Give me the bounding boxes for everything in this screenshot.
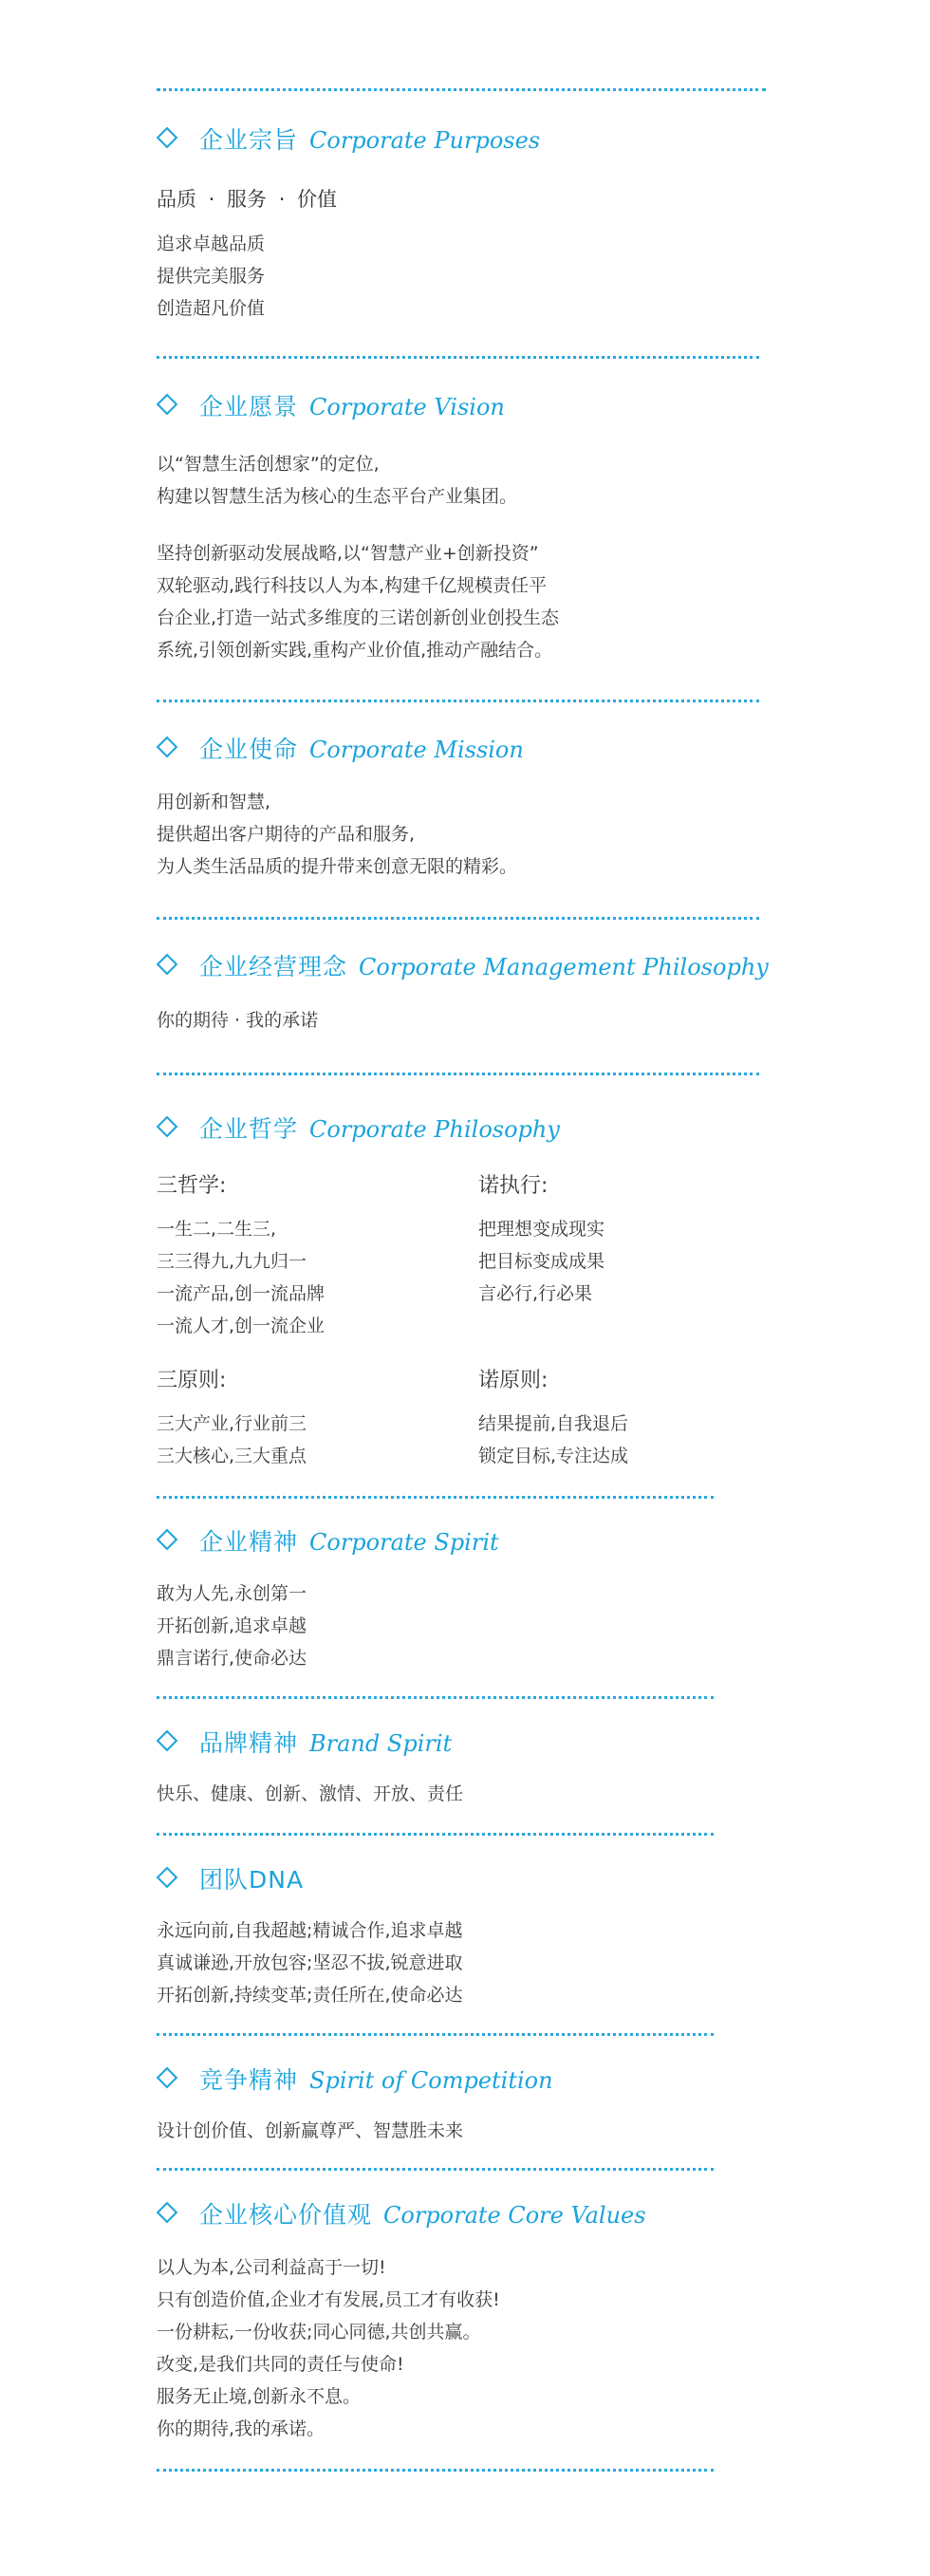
- section-title: [157, 1523, 499, 1556]
- section-title: [157, 1111, 560, 1143]
- title-en: Corporate Purposes: [309, 127, 541, 154]
- san-zhexue-lines: [157, 1213, 325, 1342]
- section-title: [157, 1861, 304, 1894]
- diamond-icon: [157, 737, 178, 758]
- text-line: 三三得九,九九归一: [157, 1251, 307, 1272]
- text-line: 一生二,二生三,: [157, 1219, 277, 1240]
- diamond-icon: [157, 1730, 178, 1752]
- divider: [157, 917, 759, 920]
- text-line: 提供完美服务: [157, 266, 266, 287]
- diamond-icon: [157, 1116, 178, 1138]
- divider: [157, 2033, 714, 2036]
- section-title: [157, 121, 540, 154]
- title-cn: 竞争精神: [199, 2066, 299, 2094]
- section-mission: [157, 731, 524, 763]
- nuo-zhixing-lines: [478, 1213, 604, 1310]
- section-competition: [157, 2062, 553, 2094]
- text-line: 改变,是我们共同的责任与使命!: [157, 2354, 404, 2375]
- title-en: Brand Spirit: [309, 1730, 453, 1757]
- title-cn: 企业使命: [199, 736, 299, 763]
- diamond-icon: [157, 2202, 178, 2224]
- diamond-icon: [157, 394, 178, 416]
- nuo-yuanze-heading: 诺原则:: [478, 1369, 549, 1392]
- text-line: 以人为本,公司利益高于一切!: [157, 2257, 386, 2278]
- title-en: Corporate Philosophy: [309, 1116, 560, 1143]
- divider: [157, 1496, 714, 1499]
- title-cn: 企业愿景: [199, 393, 299, 420]
- divider: [157, 1833, 714, 1836]
- divider: [157, 88, 766, 91]
- text-line: 坚持创新驱动发展战略,以“智慧产业+创新投资”: [157, 543, 539, 564]
- nuo-zhixing-heading: 诺执行:: [478, 1174, 549, 1198]
- diamond-icon: [157, 1867, 178, 1889]
- text-line: 把目标变成成果: [478, 1251, 605, 1272]
- text-line: 你的期待,我的承诺。: [157, 2418, 326, 2439]
- divider: [157, 356, 759, 359]
- text-line: 锁定目标,专注达成: [478, 1446, 629, 1466]
- mission-lines: [157, 786, 517, 883]
- title-cn: 团队DNA: [199, 1866, 305, 1894]
- section-core-values: [157, 2196, 646, 2229]
- divider: [157, 1073, 759, 1075]
- text-line: 设计创价值、创新赢尊严、智慧胜未来: [157, 2120, 464, 2141]
- text-line: 永远向前,自我超越;精诚合作,追求卓越: [157, 1920, 463, 1941]
- brand-lines: [157, 1778, 463, 1810]
- section-title: [157, 388, 505, 420]
- section-philosophy: [157, 1111, 560, 1143]
- diamond-icon: [157, 954, 178, 976]
- competition-lines: [157, 2115, 463, 2147]
- section-purposes: [157, 121, 540, 154]
- text-line: 鼎言诺行,使命必达: [157, 1648, 307, 1669]
- section-title: [157, 2196, 646, 2229]
- text-line: 服务无止境,创新永不息。: [157, 2386, 362, 2407]
- title-en: Corporate Mission: [309, 737, 524, 763]
- san-zhexue-heading: 三哲学:: [157, 1174, 227, 1198]
- vision-para1: [157, 448, 517, 513]
- text-line: 只有创造价值,企业才有发展,员工才有收获!: [157, 2289, 500, 2310]
- title-cn: 企业宗旨: [199, 126, 299, 154]
- title-en: Corporate Core Values: [383, 2202, 646, 2229]
- vision-para2: [157, 537, 559, 666]
- text-line: 为人类生活品质的提升带来创意无限的精彩。: [157, 856, 518, 877]
- text-line: 台企业,打造一站式多维度的三诺创新创业创投生态: [157, 607, 560, 628]
- purposes-tagline: 品质 · 服务 · 价值: [157, 188, 338, 211]
- text-line: 构建以智慧生活为核心的生态平台产业集团。: [157, 486, 518, 507]
- san-yuanze-heading: 三原则:: [157, 1369, 227, 1392]
- title-cn: 企业精神: [199, 1528, 299, 1556]
- dna-lines: [157, 1914, 462, 2011]
- text-line: 提供超出客户期待的产品和服务,: [157, 824, 416, 845]
- title-en: Corporate Spirit: [309, 1529, 499, 1556]
- divider: [157, 2469, 714, 2472]
- divider: [157, 700, 759, 702]
- text-line: 一流产品,创一流品牌: [157, 1283, 326, 1304]
- text-line: 三大产业,行业前三: [157, 1413, 307, 1434]
- text-line: 真诚谦逊,开放包容;坚忍不拔,锐意进取: [157, 1952, 463, 1973]
- title-en: Spirit of Competition: [309, 2067, 553, 2094]
- text-line: 创造超凡价值: [157, 298, 266, 319]
- text-line: 追求卓越品质: [157, 233, 266, 254]
- title-cn: 企业核心价值观: [199, 2201, 373, 2229]
- text-line: 开拓创新,持续变革;责任所在,使命必达: [157, 1985, 463, 2006]
- section-vision: [157, 388, 505, 420]
- core-values-lines: [157, 2251, 500, 2445]
- section-title: [157, 948, 769, 980]
- text-line: 言必行,行必果: [478, 1283, 593, 1304]
- text-line: 一份耕耘,一份收获;同心同德,共创共赢。: [157, 2322, 481, 2343]
- text-line: 双轮驱动,践行科技以人为本,构建千亿规模责任平: [157, 575, 548, 596]
- nuo-yuanze-lines: [478, 1408, 628, 1472]
- section-spirit: [157, 1523, 499, 1556]
- title-cn: 品牌精神: [199, 1729, 299, 1757]
- text-line: 敢为人先,永创第一: [157, 1583, 307, 1604]
- diamond-icon: [157, 127, 178, 149]
- divider: [157, 1696, 714, 1699]
- text-line: 结果提前,自我退后: [478, 1413, 629, 1434]
- management-lines: [157, 1004, 318, 1036]
- section-title: [157, 731, 524, 763]
- text-line: 三大核心,三大重点: [157, 1446, 307, 1466]
- diamond-icon: [157, 2067, 178, 2089]
- title-cn: 企业经营理念: [199, 953, 348, 980]
- divider: [157, 2168, 714, 2171]
- san-yuanze-lines: [157, 1408, 307, 1472]
- title-cn: 企业哲学: [199, 1115, 299, 1143]
- section-management: [157, 948, 769, 980]
- text-line: 快乐、健康、创新、激情、开放、责任: [157, 1783, 464, 1804]
- title-en: Corporate Vision: [309, 394, 505, 420]
- section-title: [157, 2062, 553, 2094]
- text-line: 一流人才,创一流企业: [157, 1316, 326, 1336]
- section-title: [157, 1725, 452, 1757]
- purposes-lines: [157, 228, 265, 325]
- section-brand: [157, 1725, 452, 1757]
- text-line: 开拓创新,追求卓越: [157, 1615, 307, 1636]
- text-line: 你的期待 · 我的承诺: [157, 1010, 319, 1031]
- text-line: 系统,引领创新实践,重构产业价值,推动产融结合。: [157, 640, 553, 661]
- title-en: Corporate Management Philosophy: [359, 954, 769, 980]
- text-line: 用创新和智慧,: [157, 792, 271, 812]
- spirit-lines: [157, 1577, 307, 1674]
- text-line: 把理想变成现实: [478, 1219, 605, 1240]
- text-line: 以“智慧生活创想家”的定位,: [157, 454, 380, 475]
- section-dna: [157, 1861, 304, 1894]
- diamond-icon: [157, 1529, 178, 1551]
